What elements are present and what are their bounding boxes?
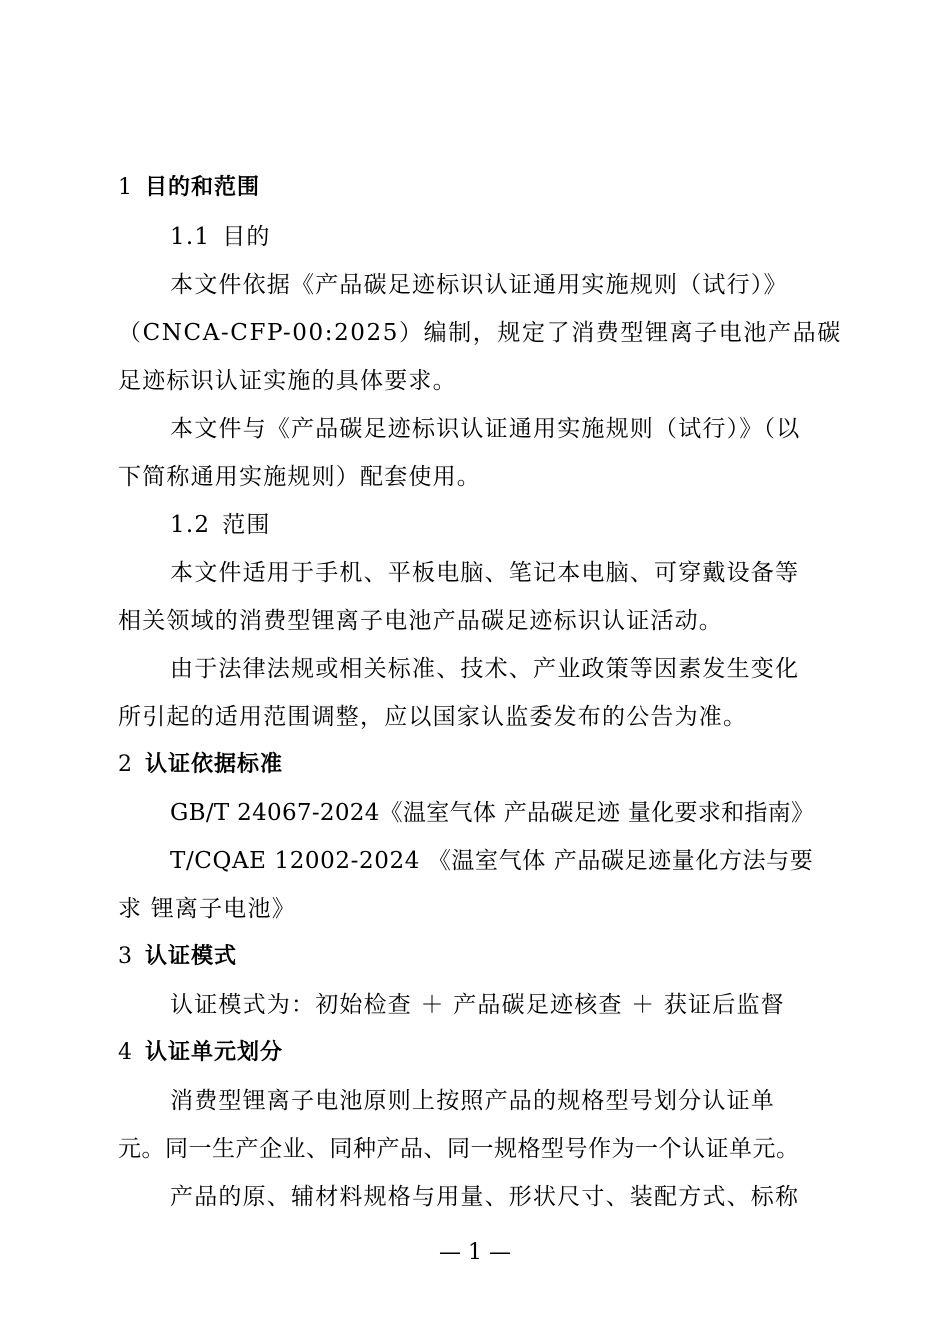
section-1-1-heading: [170, 222, 271, 252]
paragraph-line: 相关领域的消费型锂离子电池产品碳足迹标识认证活动。: [118, 608, 723, 634]
paragraph-line: 足迹标识认证实施的具体要求。: [118, 368, 457, 394]
paragraph-line: 消费型锂离子电池原则上按照产品的规格型号划分认证单: [170, 1088, 775, 1114]
paragraph-line: 认证模式为：初始检查 ＋ 产品碳足迹核查 ＋ 获证后监督: [170, 992, 785, 1018]
section-number: 4: [118, 1040, 133, 1065]
section-number: 1.1: [170, 224, 211, 250]
section-1-2-heading: [170, 510, 271, 540]
section-title: 目的和范围: [145, 175, 261, 200]
paragraph-line: 由于法律法规或相关标准、技术、产业政策等因素发生变化: [170, 656, 800, 682]
section-2-heading: [118, 750, 283, 780]
section-title: 目的: [222, 224, 271, 250]
paragraph-line: 元。同一生产企业、同种产品、同一规格型号作为一个认证单元。: [118, 1136, 800, 1162]
paragraph-line: 本文件适用于手机、平板电脑、笔记本电脑、可穿戴设备等: [170, 560, 800, 586]
section-number: 1.2: [170, 512, 211, 538]
section-4-heading: [118, 1038, 283, 1068]
paragraph-line: 下简称通用实施规则）配套使用。: [118, 464, 481, 490]
section-3-heading: [118, 942, 237, 972]
section-1-heading: [118, 173, 260, 203]
section-title: 认证单元划分: [145, 1040, 284, 1065]
section-title: 认证模式: [145, 944, 238, 969]
section-number: 1: [118, 175, 133, 200]
standard-item-continued: 求 锂离子电池》: [118, 896, 296, 922]
standard-item: GB/T 24067-2024《温室气体 产品碳足迹 量化要求和指南》: [170, 800, 815, 826]
standard-item: T/CQAE 12002-2024 《温室气体 产品碳足迹量化方法与要: [170, 848, 814, 874]
paragraph-line: （CNCA-CFP-00:2025）编制，规定了消费型锂离子电池产品碳: [118, 320, 842, 346]
section-number: 2: [118, 752, 133, 777]
paragraph-line: 产品的原、辅材料规格与用量、形状尺寸、装配方式、标称: [170, 1184, 800, 1210]
section-title: 范围: [222, 512, 271, 538]
section-title: 认证依据标准: [145, 752, 284, 777]
paragraph-line: 本文件与《产品碳足迹标识认证通用实施规则（试行）》（以: [170, 416, 801, 442]
paragraph-line: 本文件依据《产品碳足迹标识认证通用实施规则（试行）》: [170, 272, 788, 298]
page-number: — 1 —: [439, 1240, 511, 1265]
section-number: 3: [118, 944, 133, 969]
paragraph-line: 所引起的适用范围调整，应以国家认监委发布的公告为准。: [118, 704, 748, 730]
